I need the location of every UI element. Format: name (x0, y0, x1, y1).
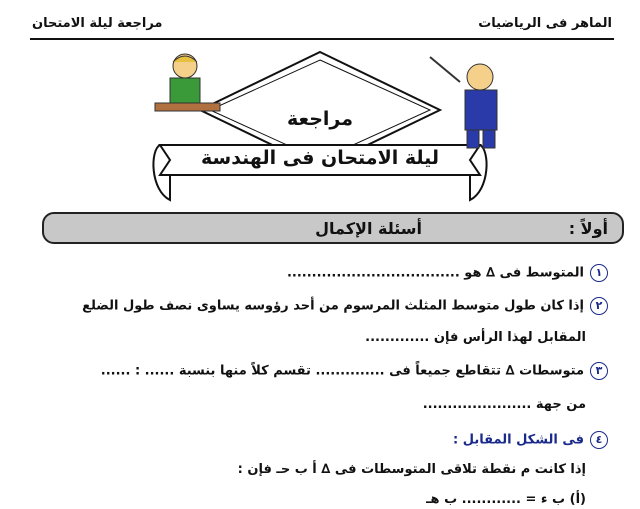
question-text: (أ) ب ء = ............ ب هـ (426, 492, 586, 507)
teacher-illustration (425, 52, 520, 152)
banner-title-top: مراجعة (286, 108, 354, 130)
question-number: ٣ (590, 362, 608, 380)
question-4 (453, 431, 608, 449)
question-number: ٢ (590, 297, 608, 315)
question-text: المتوسط فى ∆ هو ................................... (286, 265, 584, 281)
question-text: فى الشكل المقابل : (453, 432, 584, 448)
question-3-continued (423, 397, 586, 412)
question-3 (101, 362, 608, 380)
question-text: إذا كانت م نقطة تلاقى المتوسطات فى ∆ أ ب حـ فإن : (237, 462, 586, 477)
header-left-text: مراجعة ليلة الامتحان (32, 16, 163, 31)
section-title: أسئلة الإكمال (315, 219, 422, 238)
question-text: إذا كان طول متوسط المثلث المرسوم من أحد رؤوسه يساوى نصف طول الضلع (82, 298, 584, 314)
question-4-line-3 (426, 492, 586, 507)
question-4-line-2 (238, 462, 586, 477)
page-header (32, 14, 612, 36)
header-rule (30, 38, 614, 40)
question-text: من جهة ...................... (422, 397, 586, 412)
banner-title-main: ليلة الامتحان فى الهندسة (200, 147, 440, 169)
question-number: ٤ (590, 431, 608, 449)
question-1 (287, 264, 608, 282)
question-text: متوسطات ∆ تتقاطع جميعاً فى .............. تقسم كلاً منها بنسبة ...... : ...... (100, 363, 584, 379)
header-right-text: الماهر فى الرياضيات (478, 16, 612, 31)
question-2 (82, 297, 608, 315)
question-2-continued (365, 330, 586, 345)
section-header (42, 212, 624, 244)
question-number: ١ (590, 264, 608, 282)
question-text: المقابل لهذا الرأس فإن ............. (365, 330, 586, 345)
section-label: أولاً : (568, 219, 608, 238)
